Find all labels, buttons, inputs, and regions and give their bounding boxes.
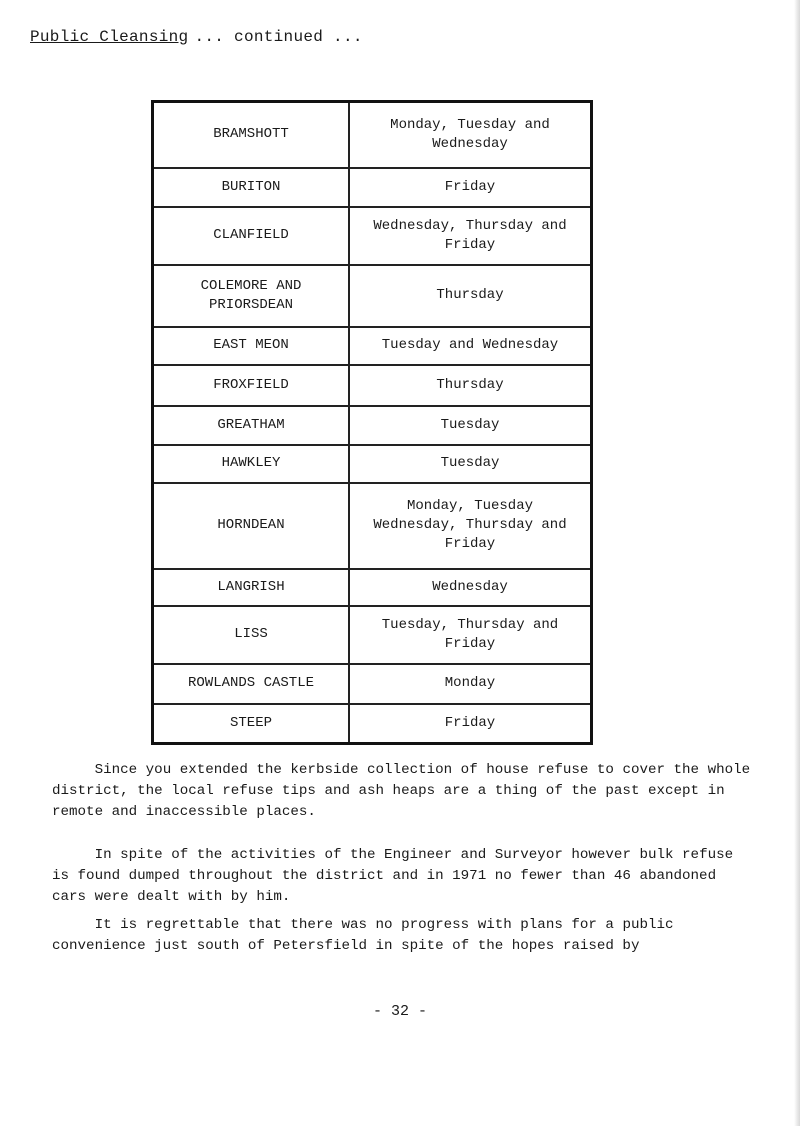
- table-row: [153, 168, 592, 207]
- area-cell: FROXFIELD: [153, 365, 350, 406]
- days-text: Tuesday: [440, 455, 500, 471]
- days-text: Thursday: [436, 376, 504, 393]
- days-text: Monday, Tuesday and Wednesday: [390, 116, 550, 152]
- area-cell: STEEP: [153, 704, 350, 744]
- area-cell: COLEMORE AND PRIORSDEAN: [153, 265, 350, 327]
- area-cell: GREATHAM: [153, 406, 350, 445]
- scan-edge-shadow: [794, 0, 800, 1126]
- days-cell: [349, 265, 592, 327]
- area-cell: LISS: [153, 606, 350, 664]
- page-heading: [30, 28, 363, 46]
- table-row: [153, 102, 592, 168]
- table-row: [153, 664, 592, 704]
- table-row: [153, 207, 592, 265]
- table-row: [153, 327, 592, 365]
- area-cell: BURITON: [153, 168, 350, 207]
- days-text: Thursday: [436, 287, 504, 303]
- paragraph-kerbside-collection: Since you extended the kerbside collection of house refuse to cover the whole district, the local refuse tips and ash heaps are a thing of the past except in remote and inaccessible places.: [52, 762, 759, 820]
- table-row: [153, 606, 592, 664]
- days-text: Tuesday and Wednesday: [381, 337, 559, 353]
- table-row: [153, 483, 592, 569]
- area-cell: EAST MEON: [153, 327, 350, 365]
- area-cell: CLANFIELD: [153, 207, 350, 265]
- days-cell: [349, 606, 592, 664]
- days-cell: [349, 207, 592, 265]
- days-cell: [349, 445, 592, 483]
- days-cell: [349, 569, 592, 606]
- table-row: [153, 704, 592, 744]
- collection-schedule-table: [151, 100, 593, 745]
- days-text: Monday, Tuesday Wednesday, Thursday and Friday: [373, 498, 567, 552]
- days-cell: [349, 102, 592, 168]
- days-cell: [349, 168, 592, 207]
- days-text: Wednesday: [432, 578, 508, 595]
- days-cell: [349, 704, 592, 744]
- days-text: Monday: [444, 675, 496, 691]
- days-text: Tuesday: [440, 416, 500, 433]
- table-row: [153, 569, 592, 606]
- days-text: Wednesday, Thursday and Friday: [373, 217, 567, 253]
- days-cell: [349, 365, 592, 406]
- area-cell: HAWKLEY: [153, 445, 350, 483]
- area-cell: HORNDEAN: [153, 483, 350, 569]
- paragraph-public-convenience: It is regrettable that there was no progress with plans for a public convenience just south of Petersfield in spite of the hopes raised by: [52, 917, 683, 954]
- page-title: Public Cleansing: [30, 28, 189, 46]
- table-row: [153, 265, 592, 327]
- days-cell: [349, 327, 592, 365]
- table-row: [153, 406, 592, 445]
- table-row: [153, 365, 592, 406]
- table-row: [153, 445, 592, 483]
- days-text: Friday: [444, 714, 496, 731]
- days-text: Friday: [444, 178, 496, 195]
- days-text: Tuesday, Thursday and Friday: [381, 616, 559, 652]
- area-cell: BRAMSHOTT: [153, 102, 350, 168]
- page-title-continued: ... continued ...: [194, 28, 363, 46]
- page-number: - 32 -: [372, 1003, 427, 1020]
- days-cell: [349, 664, 592, 704]
- paragraph-bulk-refuse: In spite of the activities of the Engineer and Surveyor however bulk refuse is found dumped throughout the district and in 1971 no fewer than 46 abandoned cars were dealt with by him.: [52, 847, 742, 905]
- area-cell: ROWLANDS CASTLE: [153, 664, 350, 704]
- area-cell: LANGRISH: [153, 569, 350, 606]
- days-cell: [349, 406, 592, 445]
- days-cell: [349, 483, 592, 569]
